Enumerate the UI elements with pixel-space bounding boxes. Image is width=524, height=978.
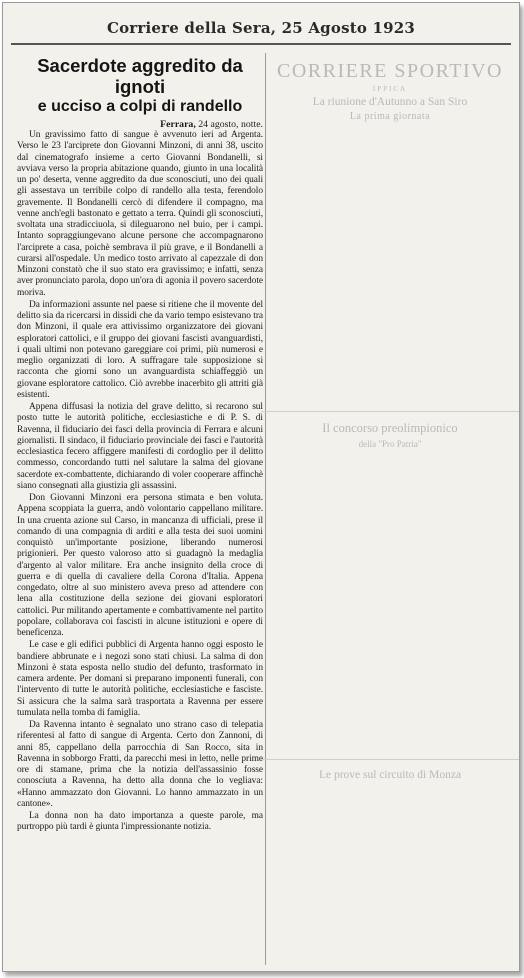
sport-heading-concorso: Il concorso preolimpionico xyxy=(322,421,458,435)
article-headline: Sacerdote aggredito da ignoti xyxy=(37,55,243,97)
article-paragraph: Le case e gli edifici pubblici di Argenta hanno oggi esposto le bandiere abbrunate e i negozi sono stati chiusi. La salma di don Minzoni è stata esposta nello studio del defunto, trasformato in camera ardente. Per domani si preparano imponenti funerali, con l'intervento di tutte le autorità politiche, ecclesiastiche e fasciste. Si assicura che la salma sarà trasportata a Ravenna per essere tumulata nella tomba di famiglia. xyxy=(17,640,263,718)
article-body xyxy=(17,130,263,834)
newspaper-clipping xyxy=(2,2,520,972)
sport-section-rule xyxy=(261,759,519,760)
article-paragraph: Appena diffusasi la notizia del grave delitto, si recarono sul posto tutte le autorità politiche, ecclesiastiche e di P. S. di Ravenna, il fiduciario dei fasci della provincia di Ferrara e alcuni giornalisti. Il sindaco, il fiduciario provinciale dei fasci e l'autorità ecclesiastica fecero affiggere manifesti di cordoglio per il delitto commesso, concordando tutti nel salutare la salma del giovane sacerdote ex-combattente, dichiarando di voler cooperare affinchè siano consegnati alla giustizia gli assassini. xyxy=(17,402,263,491)
sport-section-rule xyxy=(261,411,519,412)
article-paragraph: Don Giovanni Minzoni era persona stimata e ben voluta. Appena scoppiata la guerra, andò volontario cappellano militare. In una cruenta azione sul Carso, in mancanza di ufficiali, prese il comando di una compagnia di arditi e alla testa dei suoi uomini conquistò un'importante posizione, liberando numerosi prigionieri. Per questo valoroso atto si guadagnò la medaglia d'argento al valor militare. Era anche insignito della croce di guerra e di quella di cavaliere della Corona d'Italia. Appena congedato, oltre al suo ministero aveva preso ad attendere con lena alla costituzione della sezione dei giovani esploratori cattolici. Pur militando apertamente e combattivamente nel partito popolare, collaborava coi fascisti in alcune istituzioni e opere di beneficenza. xyxy=(17,493,263,638)
sport-section-label: IPPICA xyxy=(372,85,408,93)
dateline-city: Ferrara, xyxy=(160,119,196,130)
article-paragraph: Da informazioni assunte nel paese si ritiene che il movente del delitto sia da ricercarsi in dissidi che da vario tempo esistevano tra don Minzoni, il quale era attivissimo organizzatore dei giovani esploratori cattolici, e il gruppo dei giovani fascisti avanguardisti, i quali ultimi non potevano gareggiare coi primi, più numerosi e meglio organizzati di loro. A suffragare tale supposizione si racconta che giorni sono un avanguardista schiaffeggiò un giovane esploratore cattolico. Ciò avrebbe inacerbito gli attriti già esistenti. xyxy=(17,299,263,400)
sport-heading-san-siro: La riunione d'Autunno a San Siro xyxy=(312,96,468,108)
sport-column xyxy=(269,55,511,781)
masthead-rule xyxy=(11,43,511,45)
article-dateline xyxy=(17,119,263,130)
dateline-date: 24 agosto, notte. xyxy=(198,119,263,130)
sport-column-title: CORRIERE SPORTIVO xyxy=(277,60,503,82)
sport-subheading-pro-patria: della "Pro Patria" xyxy=(358,439,422,449)
article-paragraph: La donna non ha dato importanza a queste parole, ma purtroppo più tardi è giunta l'impressionante notizia. xyxy=(17,811,263,833)
article-column xyxy=(17,55,263,834)
newspaper-masthead: Corriere della Sera, 25 Agosto 1923 xyxy=(106,19,416,37)
sport-heading-monza: Le prove sul circuito di Monza xyxy=(318,769,462,781)
column-divider xyxy=(265,53,266,965)
article-paragraph: Un gravissimo fatto di sangue è avvenuto ieri ad Argenta. Verso le 23 l'arciprete don Giovanni Minzoni, di anni 38, uscito dal cinematografo insieme a certo Giovanni Bondanelli, si avviava verso la propria abitazione quando, giunto in una località un po' deserta, venne aggredito da due sconosciuti, uno dei quali gli assestava un terribile colpo di randello alla testa, ferendolo gravemente. Il Bondanelli cercò di difendere il compagno, ma venne anch'egli bastonato e gettato a terra. Quindi gli sconosciuti, svoltata una stradicciuola, si dileguarono nel buio, per i campi. Intanto sopraggiungevano alcune persone che accompagnarono l'arciprete a casa, poichè sembrava il più grave, e il Bondanelli a curarsi all'ospedale. Un medico tosto arrivato al capezzale di don Minzoni constatò che il suo stato era gravissimo; e infatti, senza aver pronunciato parola, dopo un'ora di agonia il povero sacerdote moriva. xyxy=(17,130,263,298)
article-paragraph: Da Ravenna intanto è segnalato uno strano caso di telepatia riferentesi al fatto di sangue di Argenta. Certo don Zannoni, di anni 85, cappellano della parrocchia di San Rocco, sita in Ravenna in sobborgo Fratti, da parecchi mesi in letto, nelle prime ore di stamane, prima che la notizia dell'assassinio fosse conosciuta a Ravenna, ha detto alla donna che lo vegliava: «Hanno ammazzato don Giovanni. Lo hanno ammazzato in un cantone». xyxy=(17,720,263,809)
article-subhead: e ucciso a colpi di randello xyxy=(37,98,243,115)
sport-subheading-prima-giornata: La prima giornata xyxy=(349,111,431,122)
